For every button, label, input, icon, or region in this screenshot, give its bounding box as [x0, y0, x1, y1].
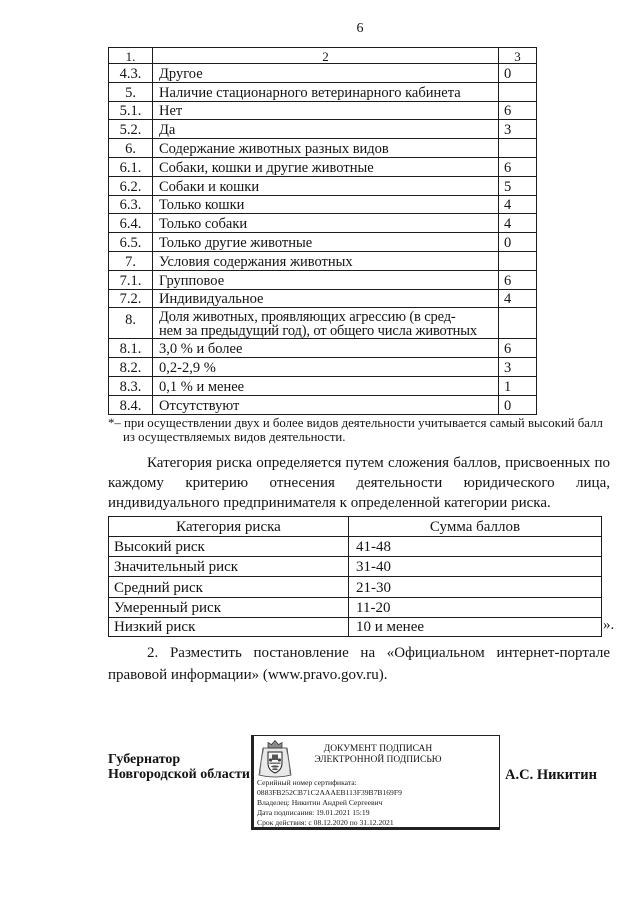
item-number: 7.2. [109, 289, 153, 308]
page-number: 6 [356, 21, 364, 36]
criterion-label: Другое [153, 64, 499, 83]
criterion-label: Групповое [153, 270, 499, 289]
criterion-label-line: Доля животных, проявляющих агрессию (в сред- [159, 309, 456, 326]
paragraph-line: 2. Разместить постановление на «Официальном интернет-портале [147, 645, 610, 661]
score-value: 3 [499, 120, 537, 139]
points-range: 10 и менее [349, 618, 602, 637]
score-value: 4 [499, 289, 537, 308]
certificate-owner: Владелец: Никитин Андрей Сергеевич [257, 798, 383, 807]
item-number: 4.3. [109, 64, 153, 83]
score-value: 4 [499, 195, 537, 214]
score-value: 1 [499, 376, 537, 395]
criterion-label: Содержание животных разных видов [153, 139, 499, 158]
closing-quote: ». [603, 617, 615, 633]
table-row [109, 214, 537, 233]
table-row [109, 270, 537, 289]
table-row [109, 195, 537, 214]
criteria-score-table [108, 47, 537, 415]
column-header: Категория риска [109, 517, 349, 537]
table-row [109, 251, 537, 270]
item-number: 8.1. [109, 339, 153, 358]
score-value: 6 [499, 339, 537, 358]
signatory-name: А.С. Никитин [505, 767, 597, 783]
score-value: 0 [499, 233, 537, 252]
criterion-label: Только другие животные [153, 233, 499, 252]
table-row [109, 376, 537, 395]
score-value: 3 [499, 358, 537, 377]
item-number: 8.3. [109, 376, 153, 395]
item-number: 7.1. [109, 270, 153, 289]
risk-category: Умеренный риск [109, 598, 349, 618]
score-value: 4 [499, 214, 537, 233]
certificate-validity: Срок действия: с 08.12.2020 по 31.12.2021 [257, 818, 394, 827]
table-row [109, 557, 602, 577]
table-row [109, 82, 537, 101]
points-range: 41-48 [349, 537, 602, 557]
item-number: 8. [109, 308, 153, 339]
score-value: 5 [499, 176, 537, 195]
table-row [109, 598, 602, 618]
item-number: 6.3. [109, 195, 153, 214]
paragraph-line: индивидуального предпринимателя к определенной категории риска. [108, 495, 551, 511]
score-cell [499, 82, 537, 101]
table-row [109, 308, 537, 339]
stamp-heading-line: ЭЛЕКТРОННОЙ ПОДПИСЬЮ [314, 755, 442, 765]
paragraph-line: правовой информации» (www.pravo.gov.ru). [108, 667, 388, 683]
table-row [109, 358, 537, 377]
item-number: 5. [109, 82, 153, 101]
criterion-label: Только собаки [153, 214, 499, 233]
footnote-line: из осуществляемых видов деятельности. [123, 430, 346, 444]
stamp-details [257, 778, 402, 828]
publication-paragraph [108, 642, 610, 686]
item-number: 6. [109, 139, 153, 158]
table-row [109, 157, 537, 176]
table-row [109, 120, 537, 139]
risk-category: Средний риск [109, 577, 349, 598]
score-value: 0 [499, 395, 537, 414]
stamp-heading-line: ДОКУМЕНТ ПОДПИСАН [323, 744, 433, 754]
item-number: 6.4. [109, 214, 153, 233]
item-number: 6.2. [109, 176, 153, 195]
signatory-title-line: Новгородской области [108, 767, 250, 782]
electronic-signature-stamp [251, 735, 500, 830]
certificate-serial-label: Серийный номер сертификата: [257, 778, 357, 787]
risk-category: Высокий риск [109, 537, 349, 557]
signatory-title-line: Губернатор [108, 752, 181, 767]
criterion-label: Собаки, кошки и другие животные [153, 157, 499, 176]
risk-category: Значительный риск [109, 557, 349, 577]
column-header: 2 [153, 48, 499, 64]
table-row [109, 289, 537, 308]
risk-category-paragraph [108, 453, 610, 513]
item-number: 8.2. [109, 358, 153, 377]
column-header: 3 [499, 48, 537, 64]
item-number: 6.1. [109, 157, 153, 176]
criterion-label: Условия содержания животных [153, 251, 499, 270]
column-header: 1. [109, 48, 153, 64]
criterion-label: 0,1 % и менее [153, 376, 499, 395]
signatory-title [108, 752, 250, 782]
table-header-row [109, 48, 537, 64]
criterion-label: Да [153, 120, 499, 139]
points-range: 11-20 [349, 598, 602, 618]
criterion-label-line: нем за предыдущий год), от общего числа животных [159, 322, 477, 339]
score-value: 6 [499, 157, 537, 176]
score-cell [499, 251, 537, 270]
table-row [109, 577, 602, 598]
table-row [109, 139, 537, 158]
criterion-label: Наличие стационарного ветеринарного кабинета [153, 82, 499, 101]
risk-category: Низкий риск [109, 618, 349, 637]
item-number: 8.4. [109, 395, 153, 414]
score-cell [499, 139, 537, 158]
table-header-row [109, 517, 602, 537]
stamp-heading [301, 744, 455, 766]
risk-category-table [108, 516, 602, 637]
item-number: 7. [109, 251, 153, 270]
signing-date: Дата подписания: 19.01.2021 15:19 [257, 808, 370, 817]
table-row [109, 101, 537, 120]
item-number: 6.5. [109, 233, 153, 252]
criterion-label [153, 308, 499, 339]
table-row [109, 618, 602, 637]
points-range: 21-30 [349, 577, 602, 598]
criterion-label: 0,2-2,9 % [153, 358, 499, 377]
score-value: 0 [499, 64, 537, 83]
score-cell [499, 308, 537, 339]
table-row [109, 64, 537, 83]
score-value: 6 [499, 101, 537, 120]
paragraph-line: каждому критерию отнесения деятельности юридического лица, [108, 475, 610, 491]
item-number: 5.2. [109, 120, 153, 139]
criterion-label: Собаки и кошки [153, 176, 499, 195]
table-row [109, 339, 537, 358]
footnote [108, 416, 623, 444]
score-value: 6 [499, 270, 537, 289]
table-row [109, 395, 537, 414]
criterion-label: Индивидуальное [153, 289, 499, 308]
criterion-label: Нет [153, 101, 499, 120]
table-row [109, 233, 537, 252]
footnote-line: *– при осуществлении двух и более видов деятельности учитывается самый высокий балл [108, 416, 603, 430]
certificate-serial: 0883FB252CB71C2AAAEB113F39B7B169F9 [257, 788, 402, 797]
paragraph-line: Категория риска определяется путем сложения баллов, присвоенных по [147, 455, 610, 471]
table-row [109, 537, 602, 557]
points-range: 31-40 [349, 557, 602, 577]
item-number: 5.1. [109, 101, 153, 120]
criterion-label: Отсутствуют [153, 395, 499, 414]
criterion-label: 3,0 % и более [153, 339, 499, 358]
criterion-label: Только кошки [153, 195, 499, 214]
table-row [109, 176, 537, 195]
column-header: Сумма баллов [349, 517, 602, 537]
coat-of-arms-icon [257, 739, 293, 779]
